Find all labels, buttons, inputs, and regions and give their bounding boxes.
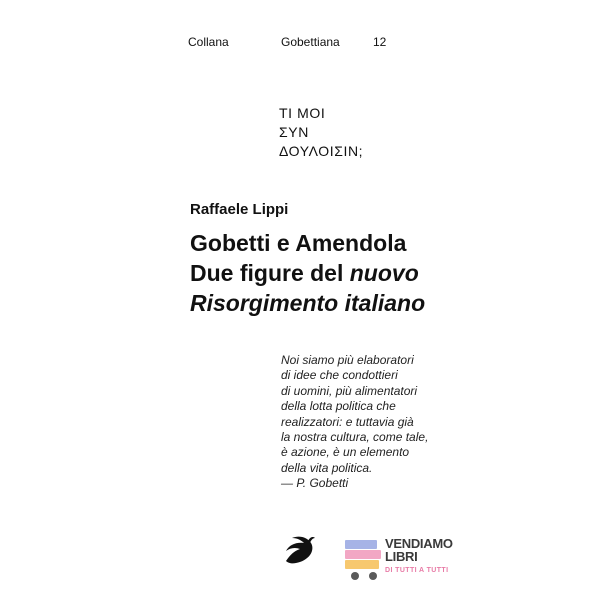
series-label: Collana — [188, 35, 229, 49]
quote-line: della lotta politica che — [281, 399, 396, 414]
book-stack-icon — [345, 537, 383, 582]
title-line-2-italic: nuovo — [349, 260, 419, 286]
quote-line: è azione, è un elemento — [281, 445, 410, 460]
greek-epigraph — [279, 104, 363, 161]
title-line-2-plain: Due figure del — [190, 260, 350, 286]
title-line-3: Risorgimento italiano — [190, 290, 426, 316]
badge-line-1: VENDIAMO — [385, 536, 453, 551]
quote-line: della vita politica. — [281, 460, 373, 475]
title-line-1: Gobetti e Amendola — [190, 230, 407, 256]
series-title: Gobettiana — [281, 35, 340, 49]
quote-line: di uomini, più alimentatori — [281, 383, 418, 398]
epigraph-line: ΤΙ ΜΟΙ — [279, 105, 326, 121]
badge-line-2: LIBRI — [385, 549, 418, 564]
epigraph-line: ΔΟΥΛΟΙΣΙΝ; — [279, 143, 364, 159]
quote-line: realizzatori: e tuttavia già — [281, 414, 414, 429]
author-name: Raffaele Lippi — [190, 201, 289, 218]
swan-logo-icon — [280, 531, 320, 571]
series-number: 12 — [373, 35, 387, 49]
quote-line: di idee che condottieri — [281, 368, 398, 383]
gobetti-quote — [281, 353, 428, 492]
vendiamo-libri-logo — [345, 537, 465, 582]
title-line-2 — [190, 258, 425, 288]
quote-attribution: — P. Gobetti — [281, 476, 349, 491]
quote-line: Noi siamo più elaboratori — [281, 353, 414, 367]
quote-line: la nostra cultura, come tale, — [281, 430, 429, 445]
badge-tagline: DI TUTTI A TUTTI — [385, 567, 449, 574]
book-title — [190, 228, 425, 318]
badge-text — [385, 537, 453, 577]
epigraph-line: ΣΥΝ — [279, 124, 309, 140]
